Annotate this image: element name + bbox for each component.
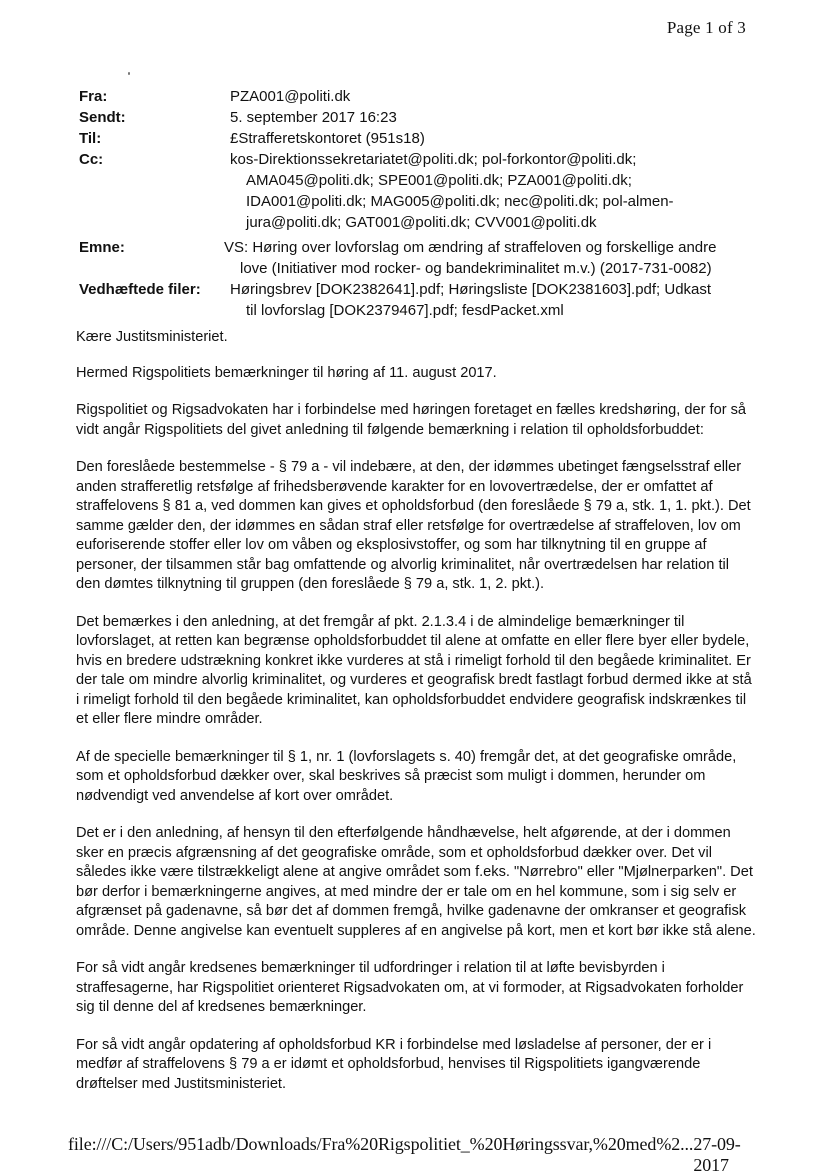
footer-date: 27-09-2017 [693,1134,741,1175]
to-value: £Strafferetskontoret (951s18) [230,130,425,147]
intro-paragraph: Hermed Rigspolitiets bemærkninger til høring af 11. august 2017. [76,364,497,381]
attachments-line: til lovforslag [DOK2379467].pdf; fesdPacket.xml [246,302,564,319]
cc-line: AMA045@politi.dk; SPE001@politi.dk; PZA001@politi.dk; [246,172,632,189]
header-cc-row [79,149,769,233]
body-paragraph: Det er i den anledning, af hensyn til den efterfølgende håndhævelse, helt afgørende, at der i dommen sker en præcis afgrænsning af det geografiske område, som et opholdsforbud dækker over. Det vil således ikke være tilstrækkeligt alene at angive området som f.eks. "Nørrebro" eller "Mjølnerparken". Det bør derfor i bemærkningerne angives, at med mindre der er tale om en hel kommune, som i sig selv er afgrænset på gadenavne, så bør det af dommen fremgå, hvilke gadenavne der omkranser et geografisk område. Denne angivelse kan eventuelt suppleres af en angivelse på kort, men et kort bør ikke stå alene. [76,825,756,939]
email-header [79,86,769,321]
to-label: Til: [79,130,102,147]
salutation: Kære Justitsministeriet. [76,329,228,345]
cc-line: IDA001@politi.dk; MAG005@politi.dk; nec@politi.dk; pol-almen- [246,193,674,210]
footer-path: file:///C:/Users/951adb/Downloads/Fra%20Rigspolitiet_%20Høringssvar,%20med%2... [68,1134,694,1154]
header-attachments-row [79,279,769,321]
header-to-row [79,128,769,149]
attachments-line: Høringsbrev [DOK2382641].pdf; Høringsliste [DOK2381603].pdf; Udkast [230,281,712,298]
body-paragraph: For så vidt angår opdatering af opholdsforbud KR i forbindelse med løsladelse af personer, der er i medfør af straffelovens § 79 a er idømt et opholdsforbud, henvises til Rigspolitiets igangværende drøftelser med Justitsministeriet. [76,1036,712,1092]
scan-speck [128,72,130,75]
from-value: PZA001@politi.dk [230,88,351,105]
body-paragraph: Det bemærkes i den anledning, at det fremgår af pkt. 2.1.3.4 i de almindelige bemærkninger til lovforslaget, at retten kan begrænse opholdsforbuddet til alene at omfatte en eller flere byer eller bydele, hvis en bredere udstrækning konkret ikke vurderes at stå i rimeligt forhold til den begåede kriminalitet. Er der tale om mindre alvorlig kriminalitet, og vurderes et geografisk bredt fastlagt forbud dermed ikke at stå i rimeligt forhold til den begåede kriminalitet, kan opholdsforbuddet endvidere geografisk indskrænkes til et eller flere mindre områder. [76,613,752,727]
attachments-label: Vedhæftede filer: [79,281,201,298]
body-paragraph: For så vidt angår kredsenes bemærkninger til udfordringer i relation til at løfte bevisbyrden i straffesagerne, har Rigspolitiet orienteret Rigsadvokaten om, at vi formoder, at Rigsadvokaten forholder sig til denne del af kredsenes bemærkninger. [76,960,744,1015]
body-paragraph: Rigspolitiet og Rigsadvokaten har i forbindelse med høringen foretaget en fælles kredshøring, der for så vidt angår Rigspolitiets del givet anledning til følgende bemærkning i relation til opholdsforbuddet: [76,402,747,438]
cc-label: Cc: [79,151,104,168]
subject-label: Emne: [79,239,125,256]
page-number: Page 1 of 3 [666,18,746,37]
sent-value: 5. september 2017 16:23 [230,109,397,126]
subject-value [224,237,769,279]
subject-line: VS: Høring over lovforslag om ændring af straffeloven og forskellige andre [224,239,717,256]
subject-line: love (Initiativer mod rocker- og bandekriminalitet m.v.) (2017-731-0082) [240,260,712,277]
header-from-row [79,86,769,107]
print-footer [68,1134,746,1176]
cc-value [230,149,769,233]
sent-label: Sendt: [79,109,126,126]
attachments-value [230,279,769,321]
header-subject-row [79,237,769,279]
letter-body [76,328,756,1112]
cc-line: jura@politi.dk; GAT001@politi.dk; CVV001@politi.dk [246,214,597,231]
cc-line: kos-Direktionssekretariatet@politi.dk; pol-forkontor@politi.dk; [230,151,637,168]
body-paragraph: Af de specielle bemærkninger til § 1, nr. 1 (lovforslagets s. 40) fremgår det, at det geografiske område, som et opholdsforbud dækker over, skal beskrives så præcist som muligt i dommen, herunder om nødvendigt ved anvendelse af kort over området. [76,748,737,804]
header-sent-row [79,107,769,128]
from-label: Fra: [79,88,108,105]
body-paragraph: Den foreslåede bestemmelse - § 79 a - vil indebære, at den, der idømmes ubetinget fængselsstraf eller anden strafferetlig retsfølge af frihedsberøvende karakter for en lovovertrædelse, der er omfattet af straffelovens § 81 a, ved dommen kan gives et opholdsforbud (den foreslåede § 79 a, stk. 1, 1. pkt.). Det samme gælder den, der idømmes en sådan straf eller retsfølge for overtrædelse af straffeloven, lov om euforiserende stoffer eller lov om våben og eksplosivstoffer, og som har tilknytning til en gruppe af personer, der tilsammen står bag omfattende og alvorlig kriminalitet, når overtrædelsen har relation til den dømtes tilknytning til gruppen (den foreslåede § 79 a, stk. 1, 2. pkt.). [76,459,751,592]
